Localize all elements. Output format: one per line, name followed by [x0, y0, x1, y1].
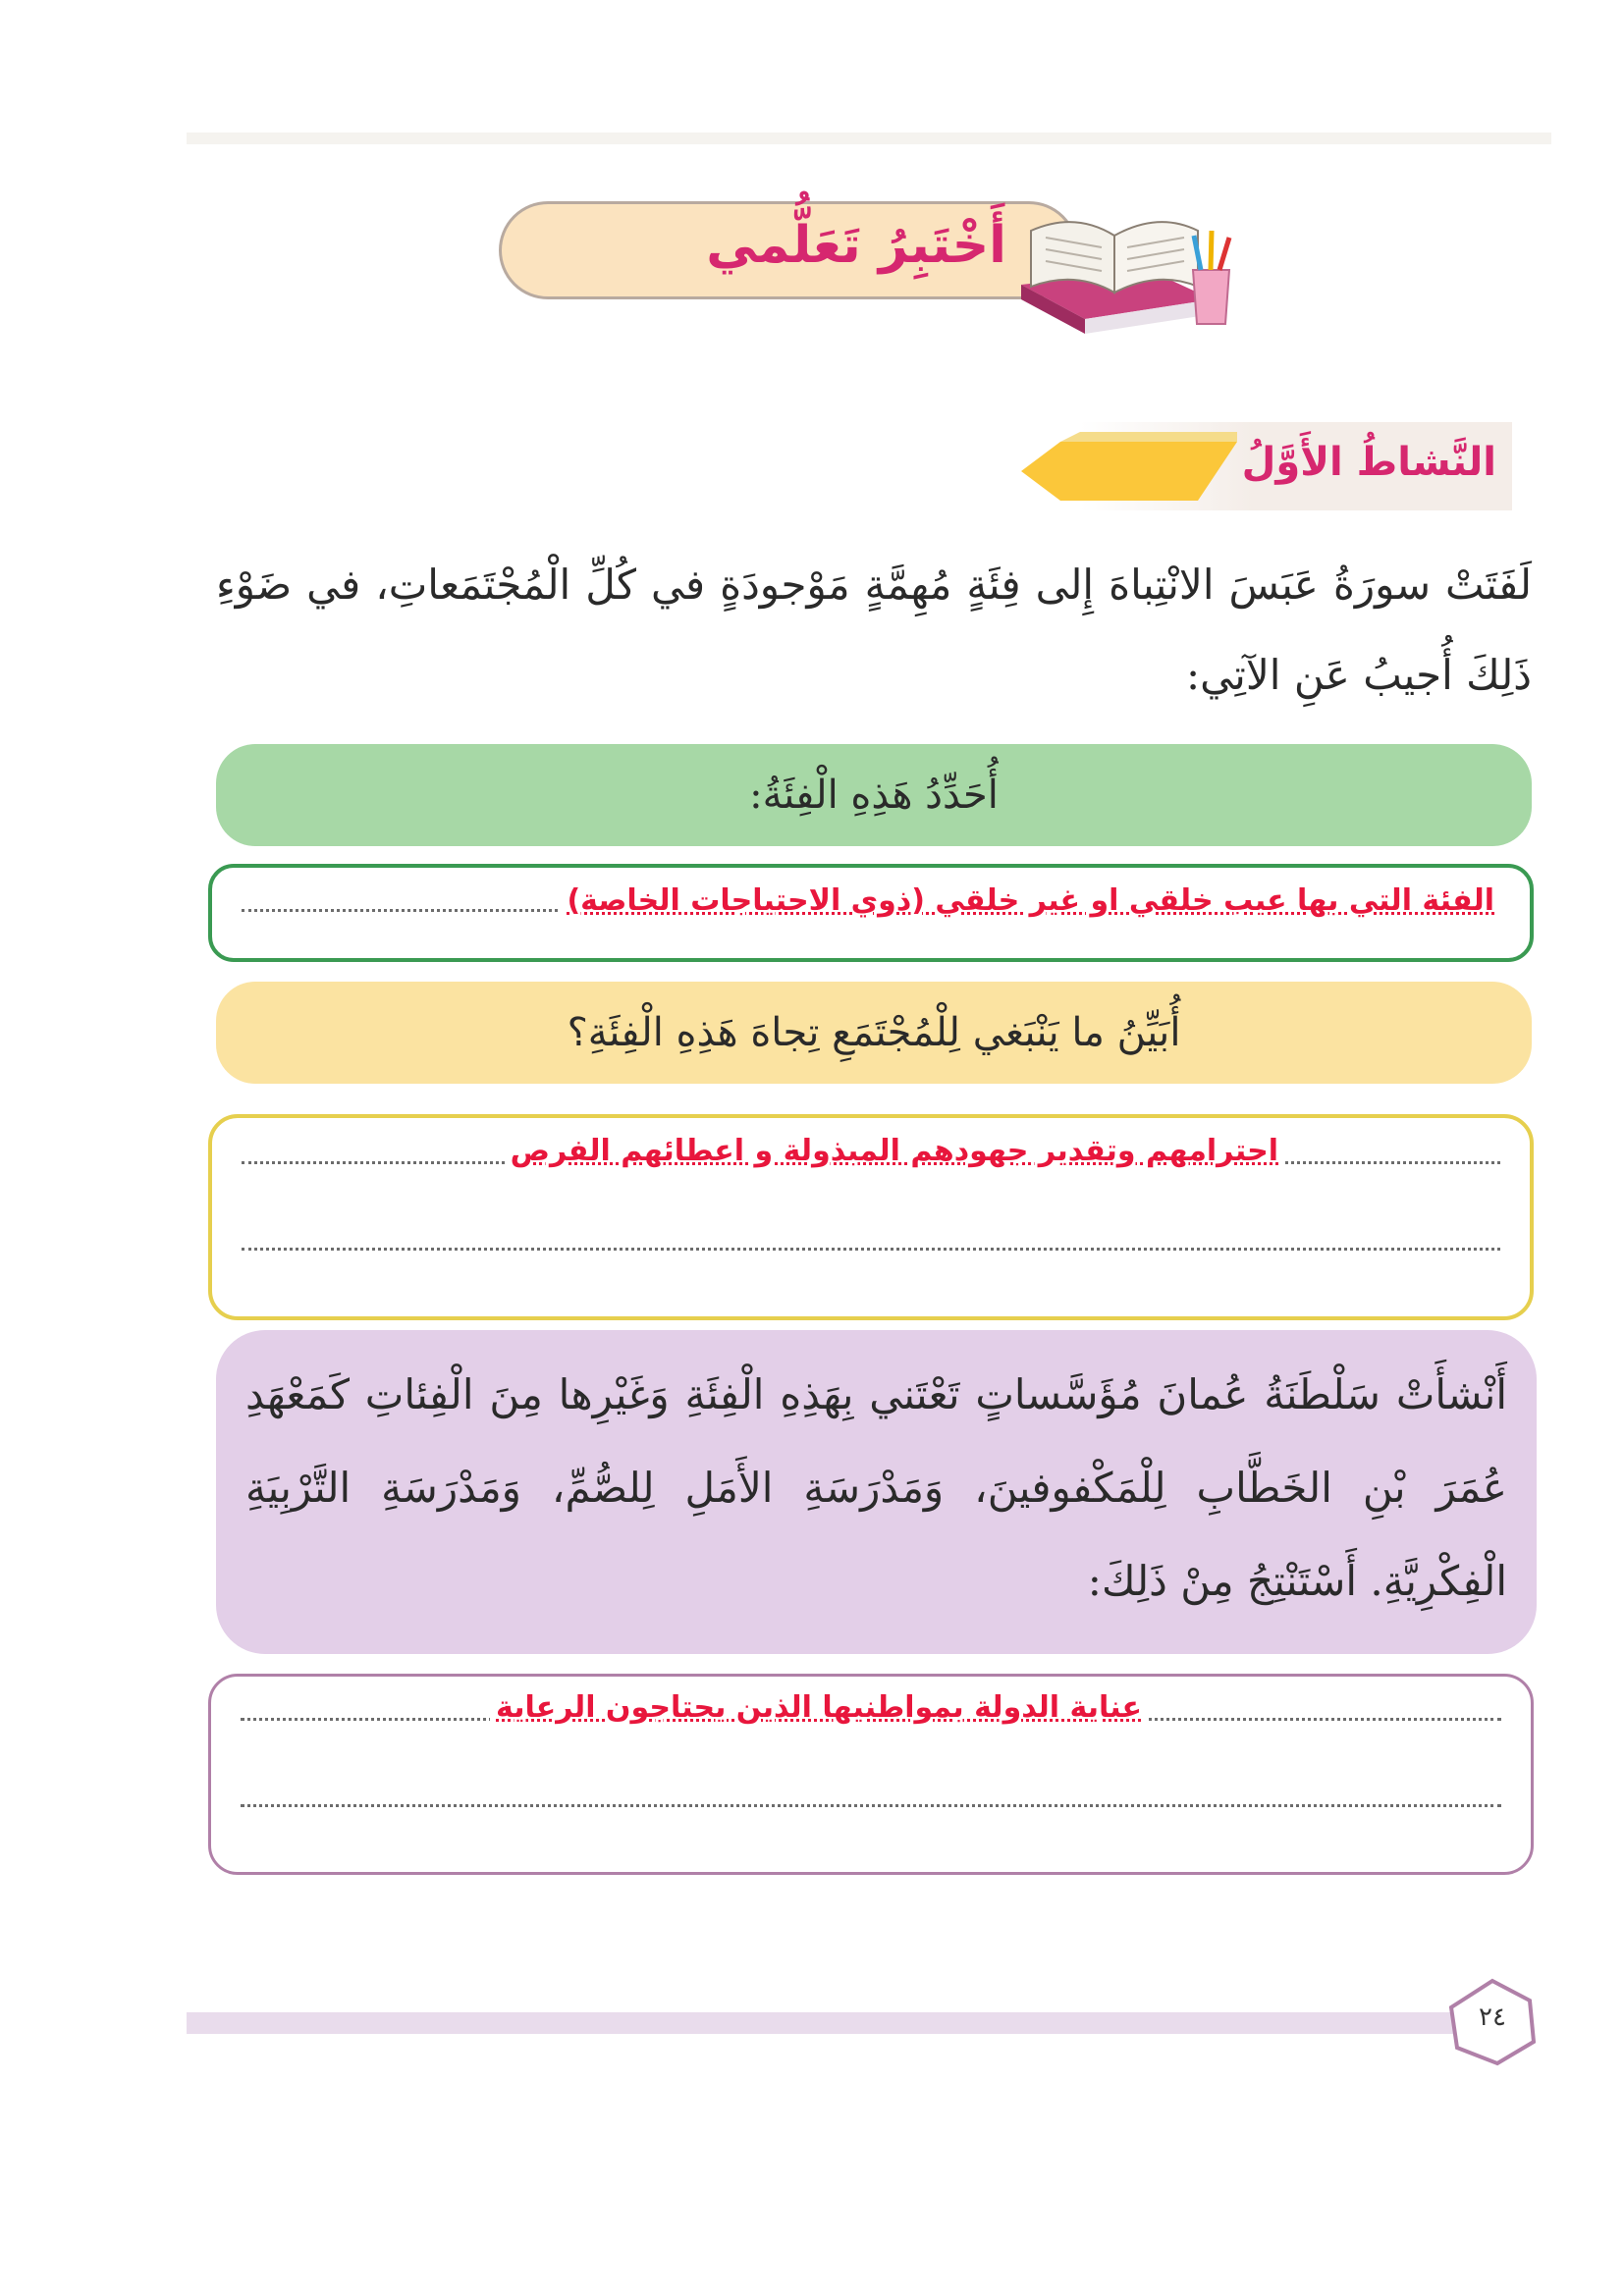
activity-title: النَّشاطُ الأَوَّلُ — [1241, 440, 1496, 485]
question-2-text: أُبَيِّنُ ما يَنْبَغي لِلْمُجْتَمَعِ تِجاهَ هَذِهِ الْفِئَةِ؟ — [567, 1010, 1181, 1055]
books-icon — [1001, 177, 1237, 344]
answer-line — [242, 1248, 1500, 1251]
intro-paragraph: لَفَتَتْ سورَةُ عَبَسَ الانْتِباهَ إِلى فِئَةٍ مُهِمَّةٍ مَوْجودَةٍ في كُلِّ الْمُجْتَمَعاتِ، في ضَوْءِ ذَلِكَ أُجيبُ عَنِ الآتِي: — [216, 561, 1532, 699]
activity-tab-shape — [1021, 432, 1237, 510]
footer-bar — [187, 2012, 1473, 2034]
answer-1-box[interactable] — [208, 864, 1534, 962]
page-title: أَخْتَبِرُ تَعَلُّمي — [706, 216, 1006, 275]
header-banner — [499, 201, 1078, 299]
answer-2-box[interactable] — [208, 1114, 1534, 1320]
answer-3-box[interactable] — [208, 1674, 1534, 1875]
info-box: أَنْشأَتْ سَلْطَنَةُ عُمانَ مُؤَسَّساتٍ تَعْتَني بِهَذِهِ الْفِئَةِ وَغَيْرِها مِنَ الْفِئاتِ كَمَعْهَدِ عُمَرَ بْنِ الخَطَّابِ لِلْمَكْفوفينَ، وَمَدْرَسَةِ الأَمَلِ لِلصُّمِّ، وَمَدْرَسَةِ التَّرْبِيَةِ الْفِكْرِيَّةِ. أَسْتَنْتِجُ مِنْ ذَلِكَ: — [216, 1330, 1537, 1654]
answer-2-text: احترامهم وتقدير جهودهم المبذولة و اعطائهم الفرص — [505, 1134, 1284, 1168]
question-2-box — [216, 982, 1532, 1084]
question-1-text: أُحَدِّدُ هَذِهِ الْفِئَةُ: — [749, 773, 999, 818]
answer-3-text: عناية الدولة بمواطنيها الذين يحتاجون الرعاية — [490, 1690, 1148, 1725]
question-1-box — [216, 744, 1532, 846]
top-strip — [187, 133, 1551, 144]
answer-line — [241, 1804, 1501, 1807]
page-number: ٢٤ — [1479, 2002, 1506, 2032]
answer-1-text: الفئة التي بها عيب خلقي او غير خلقي (ذوي الاحتياجات الخاصة) — [561, 883, 1500, 918]
